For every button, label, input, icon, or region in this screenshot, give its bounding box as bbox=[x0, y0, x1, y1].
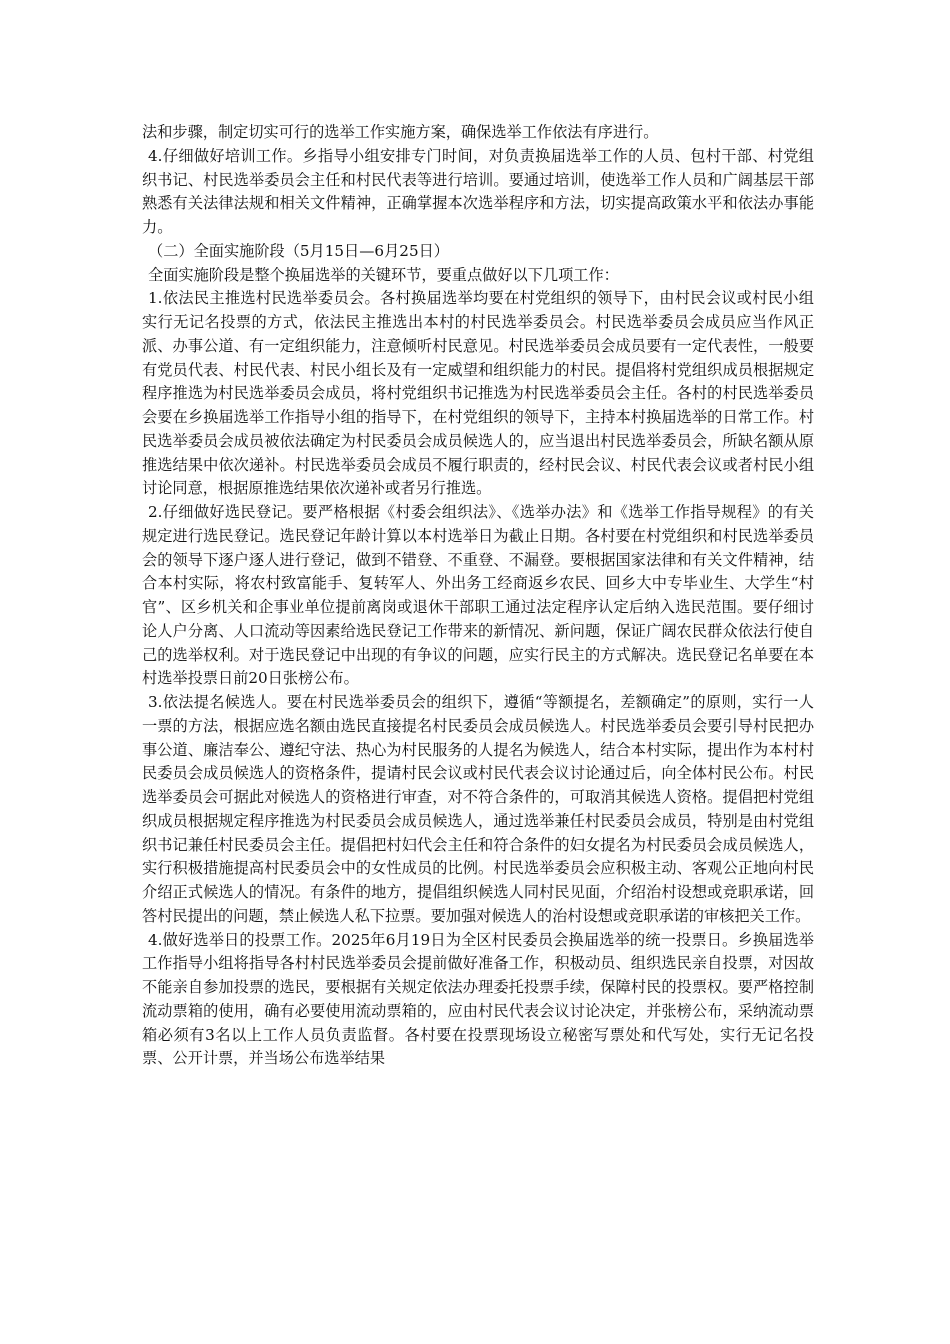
paragraph-training: 4.仔细做好培训工作。乡指导小组安排专门时间，对负责换届选举工作的人员、包村干部、村党组织书记、村民选举委员会主任和村民代表等进行培训。要通过培训，使选举工作人员和广阔基层干部熟悉有关法律法规和相关文件精神，正确掌握本次选举程序和方法，切实提高政策水平和依法办事能力。 bbox=[142, 146, 814, 236]
paragraph-voter-registration: 2.仔细做好选民登记。要严格根据《村委会组织法》、《选举办法》和《选举工作指导规程》的有关规定进行选民登记。选民登记年龄计算以本村选举日为截止日期。各村要在村党组织和村民选举委员会的领导下逐户逐人进行登记，做到不错登、不重登、不漏登。要根据国家法律和有关文件精神，结合本村实际，将农村致富能手、复转军人、外出务工经商返乡农民、回乡大中专毕业生、大学生“村官”、区乡机关和企事业单位提前离岗或退休干部职工通过法定程序认定后纳入选民范围。要仔细讨论人户分离、人口流动等因素给选民登记工作带来的新情况、新问题，保证广阔农民群众依法行使自己的选举权利。对于选民登记中出现的有争议的问题，应实行民主的方式解决。选民登记名单要在本村选举投票日前20日张榜公布。 bbox=[142, 503, 814, 688]
section-heading-implementation: （二）全面实施阶段（5月15日—6月25日） bbox=[148, 241, 449, 260]
paragraph-election-day-voting: 4.做好选举日的投票工作。2025年6月19日为全区村民委员会换届选举的统一投票日。乡换届选举工作指导小组将指导各村村民选举委员会提前做好准备工作，积极动员、组织选民亲自投票，对因故不能亲自参加投票的选民，要根据有关规定依法办理委托投票手续，保障村民的投票权。要严格控制流动票箱的使用，确有必要使用流动票箱的，应由村民代表会议讨论决定，并张榜公布，采纳流动票箱必须有3名以上工作人员负责监督。各村要在投票现场设立秘密写票处和代写处，实行无记名投票、公开计票，并当场公布选举结果 bbox=[142, 930, 814, 1068]
paragraph-nominate-candidates: 3.依法提名候选人。要在村民选举委员会的组织下，遵循“等额提名，差额确定”的原则，实行一人一票的方法，根据应选名额由选民直接提名村民委员会成员候选人。村民选举委员会要引导村民把办事公道、廉洁奉公、遵纪守法、热心为村民服务的人提名为候选人，结合本村实际，提出作为本村村民委员会成员候选人的资格条件，提请村民会议或村民代表会议讨论通过后，向全体村民公布。村民选举委员会可据此对候选人的资格进行审查，对不符合条件的，可取消其候选人资格。提倡把村党组织成员根据规定程序推选为村民委员会成员候选人，通过选举兼任村民委员会成员，特别是由村党组织书记兼任村民委员会主任。提倡把村妇代会主任和符合条件的妇女提名为村民委员会成员候选人，实行积极措施提高村民委员会中的女性成员的比例。村民选举委员会应积极主动、客观公正地向村民介绍正式候选人的情况。有条件的地方，提倡组织候选人同村民见面，介绍治村设想或竞职承诺，回答村民提出的问题，禁止候选人私下拉票。要加强对候选人的治村设想或竞职承诺的审核把关工作。 bbox=[142, 693, 814, 925]
paragraph-election-committee: 1.依法民主推选村民选举委员会。各村换届选举均要在村党组织的领导下，由村民会议或村民小组实行无记名投票的方式，依法民主推选出本村的村民选举委员会。村民选举委员会成员应当作风正派、办事公道、有一定组织能力，注意倾听村民意见。村民选举委员会成员要有一定代表性，一般要有党员代表、村民代表、村民小组长及有一定威望和组织能力的村民。提倡将村党组织成员根据规定程序推选为村民选举委员会成员，将村党组织书记推选为村民选举委员会主任。各村的村民选举委员会要在乡换届选举工作指导小组的指导下，在村党组织的领导下，主持本村换届选举的日常工作。村民选举委员会成员被依法确定为村民委员会成员候选人的，应当退出村民选举委员会，所缺名额从原推选结果中依次递补。村民选举委员会成员不履行职责的，经村民会议、村民代表会议或者村民小组讨论同意，根据原推选结果依次递补或者另行推选。 bbox=[142, 289, 814, 498]
paragraph-implementation-intro: 全面实施阶段是整个换届选举的关键环节，要重点做好以下几项工作： bbox=[148, 265, 619, 284]
paragraph-continuation: 法和步骤，制定切实可行的选举工作实施方案，确保选举工作依法有序进行。 bbox=[142, 123, 659, 141]
document-page bbox=[142, 121, 814, 1071]
